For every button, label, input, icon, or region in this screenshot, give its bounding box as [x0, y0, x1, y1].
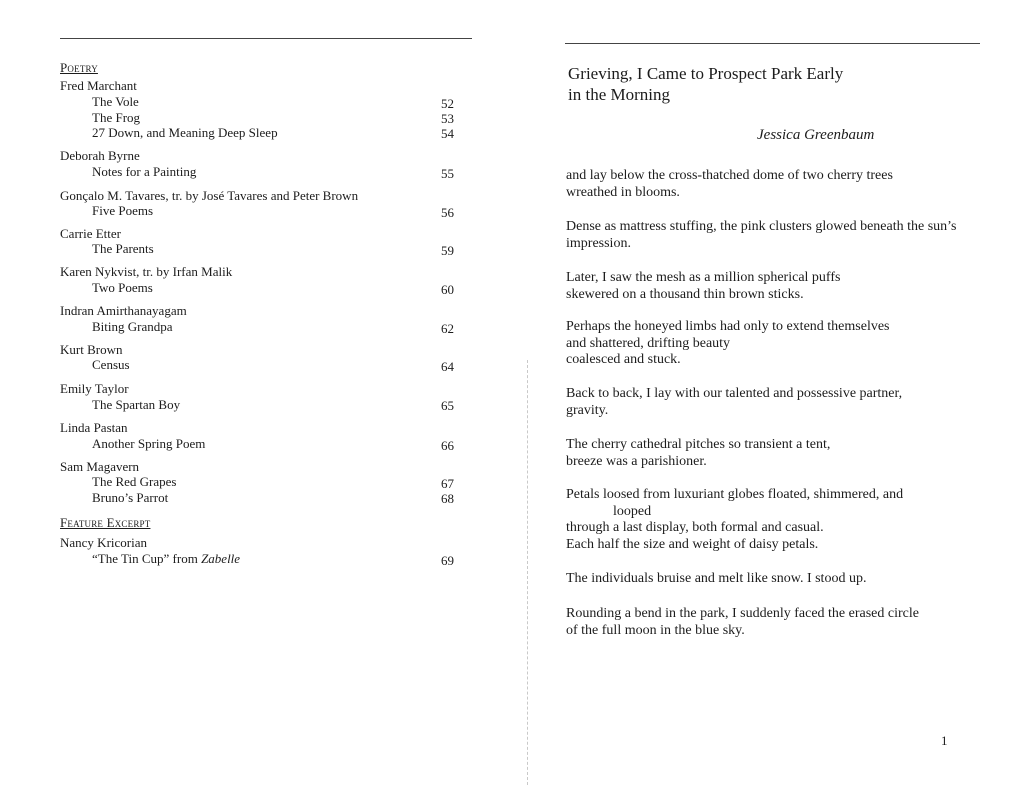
poem-line: wreathed in blooms.: [566, 184, 680, 200]
toc-page: 52: [441, 96, 454, 111]
toc-title-prefix: “The Tin Cup” from: [92, 551, 202, 566]
stanza: [566, 386, 996, 419]
poem-line: impression.: [566, 235, 631, 251]
toc-title: Five Poems: [92, 203, 154, 218]
stanza: [566, 571, 996, 588]
poem-line: skewered on a thousand thin brown sticks.: [566, 286, 804, 302]
toc-page: 66: [441, 438, 454, 453]
poem-line: Perhaps the honeyed limbs had only to extend themselves: [566, 319, 890, 334]
stanza: [566, 270, 996, 303]
poem-line: Rounding a bend in the park, I suddenly faced the erased circle: [566, 606, 919, 621]
toc-author: Carrie Etter: [60, 226, 121, 241]
toc-page: 53: [441, 111, 454, 126]
toc-author: Indran Amirthanayagam: [60, 303, 187, 318]
poem-line: Dense as mattress stuffing, the pink clusters glowed beneath the sun’s: [566, 219, 957, 234]
poem-title: [568, 63, 948, 105]
stanza: [566, 168, 996, 201]
poem-line: and shattered, drifting beauty: [566, 335, 731, 351]
toc-page: 67: [441, 476, 454, 491]
stanza: [566, 487, 996, 553]
toc-page: 55: [441, 166, 454, 181]
poem-line: looped: [613, 503, 652, 519]
toc-author: Linda Pastan: [60, 420, 128, 435]
toc-title: The Red Grapes: [92, 474, 177, 489]
page-number: 1: [941, 733, 948, 748]
poem-author: Jessica Greenbaum: [757, 127, 875, 143]
toc-author: Fred Marchant: [60, 78, 137, 93]
toc-title: Another Spring Poem: [92, 436, 206, 451]
stanza: [566, 219, 996, 252]
toc-page: 69: [441, 553, 454, 568]
toc-author: Sam Magavern: [60, 459, 140, 474]
toc-author: Karen Nykvist, tr. by Irfan Malik: [60, 264, 233, 279]
toc-page: 64: [441, 359, 454, 374]
toc-title: [92, 551, 240, 566]
section-heading-poetry: Poetry: [60, 60, 98, 75]
toc-page: 60: [441, 282, 454, 297]
toc-page: 59: [441, 243, 454, 258]
toc-title: Notes for a Painting: [92, 164, 197, 179]
toc-title-italic: Zabelle: [201, 551, 241, 566]
toc-author: Deborah Byrne: [60, 148, 140, 163]
poem-line: gravity.: [566, 402, 609, 418]
poem-line: Petals loosed from luxuriant globes floated, shimmered, and: [566, 487, 904, 502]
poem-line: The individuals bruise and melt like snow. I stood up.: [566, 571, 867, 586]
toc-author: Nancy Kricorian: [60, 535, 147, 550]
poem-line: through a last display, both formal and casual.: [566, 520, 824, 535]
toc-page: 68: [441, 491, 454, 506]
toc-title: The Parents: [92, 241, 154, 256]
toc-title: Bruno’s Parrot: [92, 490, 169, 505]
toc-title: 27 Down, and Meaning Deep Sleep: [92, 125, 278, 140]
toc-page: 62: [441, 321, 454, 336]
poem-line: breeze was a parishioner.: [566, 453, 707, 469]
poem-title-line: Grieving, I Came to Prospect Park Early: [568, 64, 844, 83]
toc-author: Kurt Brown: [60, 342, 123, 357]
stanza: [566, 437, 996, 470]
toc-title: Two Poems: [92, 280, 153, 295]
toc-author: Gonçalo M. Tavares, tr. by José Tavares and Peter Brown: [60, 188, 359, 203]
poem-line: Back to back, I lay with our talented and possessive partner,: [566, 386, 903, 401]
page-gutter: [527, 360, 528, 785]
toc-author: Emily Taylor: [60, 381, 129, 396]
toc-title: The Spartan Boy: [92, 397, 181, 412]
toc-title: The Frog: [92, 110, 141, 125]
poem-line: and lay below the cross-thatched dome of two cherry trees: [566, 168, 893, 183]
rule-right: [565, 43, 980, 44]
poem-line: Later, I saw the mesh as a million spherical puffs: [566, 270, 841, 285]
stanza: [566, 606, 996, 639]
stanza: [566, 319, 996, 369]
toc-title: The Vole: [92, 94, 139, 109]
toc-page: 56: [441, 205, 454, 220]
poem-title-line: in the Morning: [568, 85, 670, 104]
poem-line: coalesced and stuck.: [566, 352, 681, 367]
poem-line: The cherry cathedral pitches so transient a tent,: [566, 437, 831, 452]
toc-title: Census: [92, 357, 130, 372]
poem-line: of the full moon in the blue sky.: [566, 622, 745, 638]
toc-page: 65: [441, 398, 454, 413]
poem-line: Each half the size and weight of daisy petals.: [566, 536, 819, 552]
toc-title: Biting Grandpa: [92, 319, 173, 334]
section-heading-feature-excerpt: Feature Excerpt: [60, 515, 151, 530]
toc-page: 54: [441, 126, 454, 141]
